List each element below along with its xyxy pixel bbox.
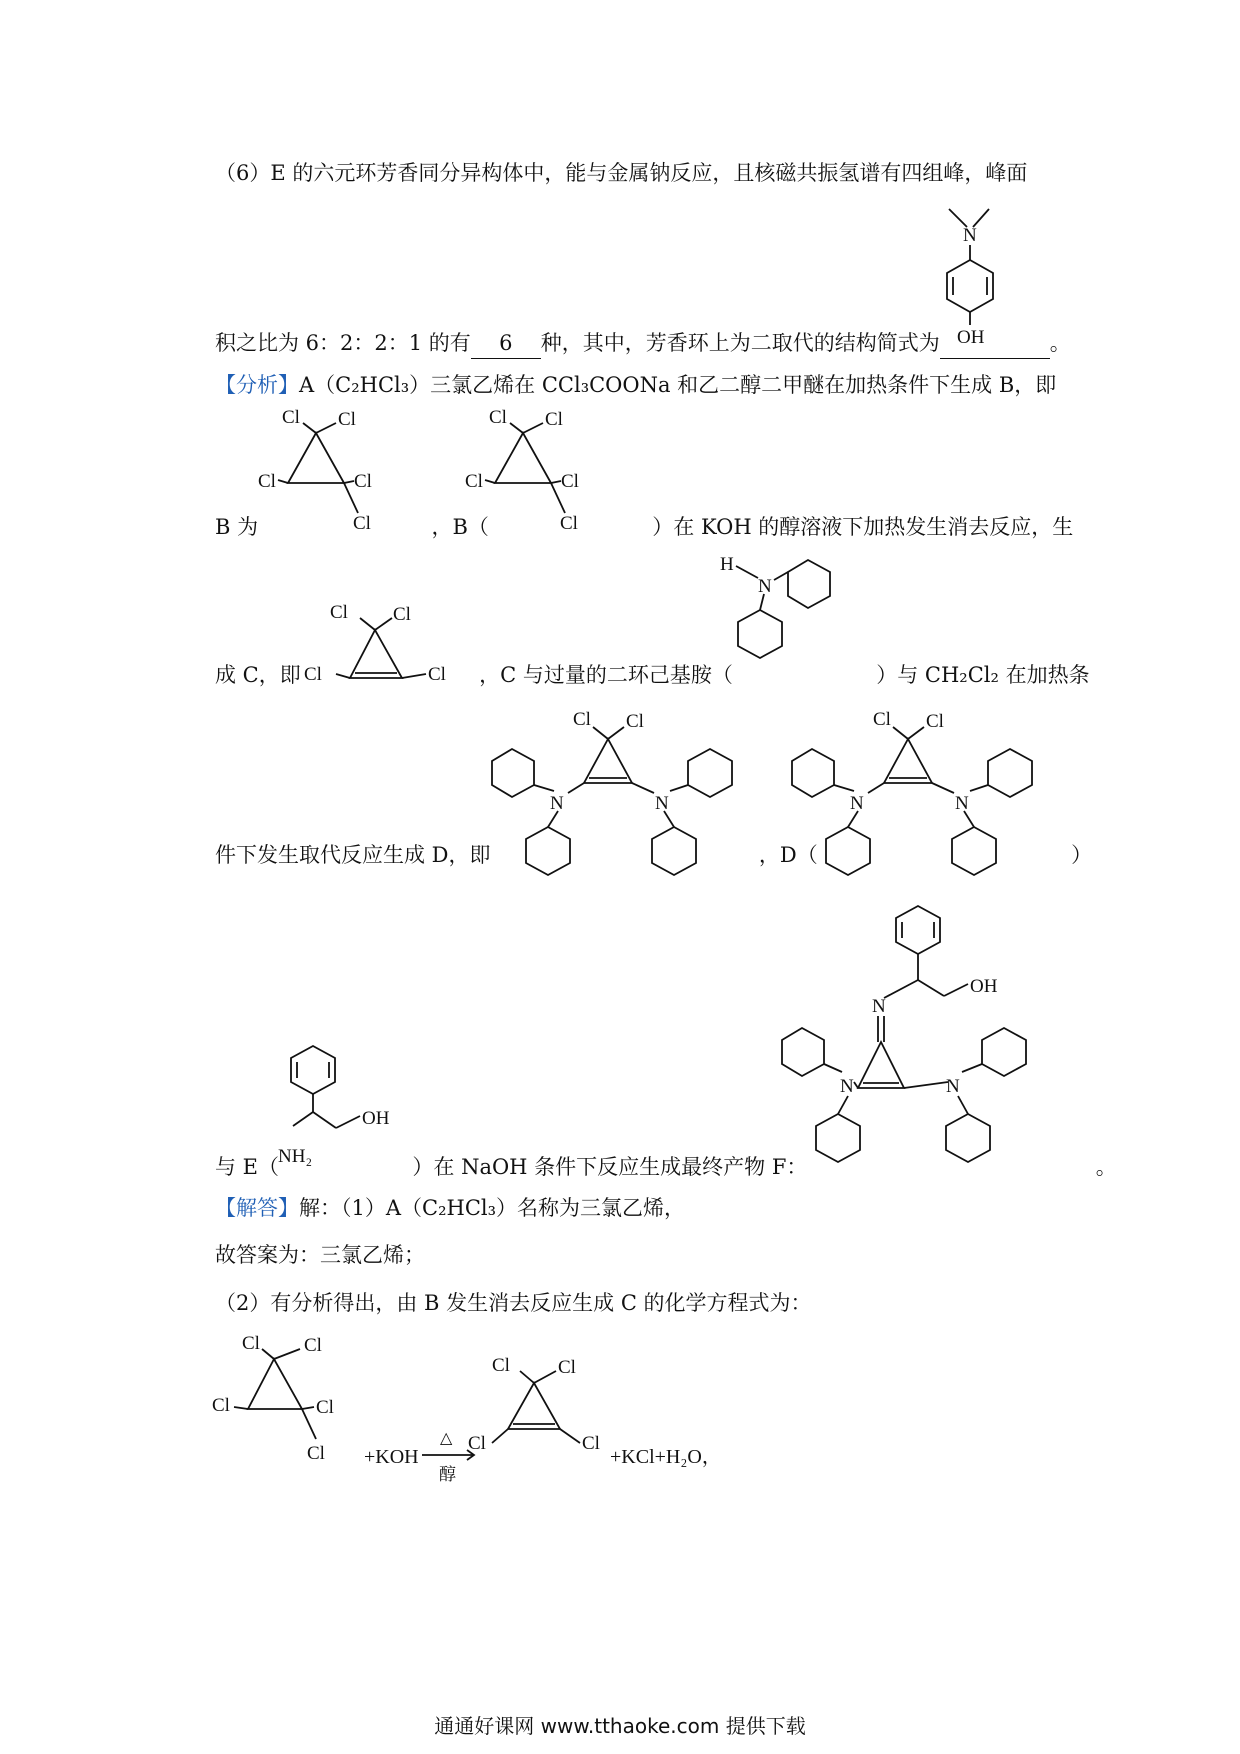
answer-line1: 【解答】解：（1）A（C₂HCl₃）名称为三氯乙烯，: [215, 1196, 686, 1220]
atom-label: Cl: [926, 711, 944, 732]
atom-label: Cl: [212, 1395, 230, 1416]
answer-blank: [940, 328, 1050, 359]
atom-label: N: [655, 793, 669, 814]
atom-label: Cl: [258, 471, 276, 492]
atom-label: Cl: [428, 664, 446, 685]
atom-label: Cl: [558, 1357, 576, 1378]
atom-label: N: [758, 576, 772, 597]
atom-label: Cl: [338, 409, 356, 430]
atom-label: Cl: [465, 471, 483, 492]
atom-label: Cl: [873, 709, 891, 730]
atom-label: Cl: [304, 664, 322, 685]
answer-line3: （2）有分析得出，由 B 发生消去反应生成 C 的化学方程式为：: [215, 1291, 812, 1315]
analysis-line5: 与 E（ ）在 NaOH 条件下反应生成最终产物 F： 。: [215, 1155, 1117, 1179]
analysis-line3: 成 C，即 ，C 与过量的二环己基胺（ ）与 CH₂Cl₂ 在加热条: [215, 663, 1090, 687]
atom-label: Cl: [560, 513, 578, 534]
atom-label: N: [840, 1076, 854, 1097]
analysis-line2: B 为 ，B（ ）在 KOH 的醇溶液下加热发生消去反应，生: [215, 515, 1074, 539]
atom-label: Cl: [468, 1433, 486, 1454]
q6-line2: 积之比为 6：2：2：1 的有 6 种，其中，芳香环上为二取代的结构简式为 。: [215, 328, 1071, 359]
answer-count: 6: [471, 328, 541, 359]
atom-label: Cl: [492, 1355, 510, 1376]
answer-tag: 【解答】: [215, 1196, 299, 1220]
oh-label: OH: [957, 327, 985, 348]
atom-label: Cl: [573, 709, 591, 730]
atom-label: +KOH: [364, 1446, 419, 1468]
compound-f-structure: [778, 900, 1048, 1175]
atom-label: 醇: [439, 1465, 456, 1484]
atom-label: H: [720, 554, 734, 575]
atom-label: Cl: [393, 604, 411, 625]
analysis-line1: 【分析】A（C₂HCl₃）三氯乙烯在 CCl₃COONa 和乙二醇二甲醚在加热条件下生成 B，即: [215, 373, 1057, 397]
atom-label: OH: [970, 976, 998, 997]
atom-label: △: [440, 1430, 453, 1447]
atom-label: N: [946, 1076, 960, 1097]
atom-label: Cl: [489, 407, 507, 428]
atom-label: N: [872, 996, 886, 1017]
atom-label: Cl: [561, 471, 579, 492]
analysis-line4: 件下发生取代反应生成 D，即 ，D（ ）: [215, 843, 1093, 867]
analysis-tag: 【分析】: [215, 373, 299, 397]
answer-line2: 故答案为：三氯乙烯；: [215, 1243, 425, 1267]
atom-label: Cl: [545, 409, 563, 430]
atom-label: Cl: [582, 1433, 600, 1454]
atom-label: Cl: [307, 1443, 325, 1464]
atom-label: +KCl+H₂O，: [610, 1446, 722, 1468]
reaction-equation: [212, 1325, 1012, 1495]
compound-e-structure: [278, 1040, 418, 1170]
atom-label: Cl: [242, 1333, 260, 1354]
atom-label: N: [850, 793, 864, 814]
atom-label: N: [955, 793, 969, 814]
n-label: N: [963, 225, 977, 246]
atom-label: OH: [362, 1108, 390, 1129]
q6-line1: （6）E 的六元环芳香同分异构体中，能与金属钠反应，且核磁共振氢谱有四组峰，峰面: [215, 161, 1028, 185]
atom-label: Cl: [330, 602, 348, 623]
atom-label: Cl: [354, 471, 372, 492]
atom-label: Cl: [626, 711, 644, 732]
footer: 通通好课网 www.tthaoke.com 提供下载: [434, 1714, 806, 1738]
atom-label: NH₂: [278, 1146, 313, 1167]
atom-label: Cl: [282, 407, 300, 428]
atom-label: Cl: [353, 513, 371, 534]
atom-label: Cl: [316, 1397, 334, 1418]
atom-label: Cl: [304, 1335, 322, 1356]
atom-label: N: [550, 793, 564, 814]
